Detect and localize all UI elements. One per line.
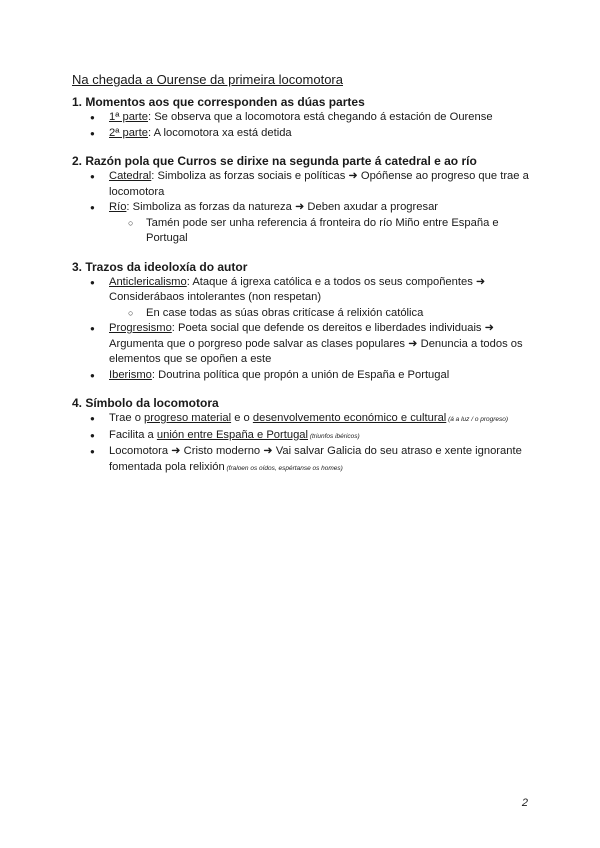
section-1 <box>72 95 542 141</box>
side-note: (á a luz / o progreso) <box>446 416 509 423</box>
term: 2ª parte <box>109 126 148 139</box>
list-item <box>72 110 542 126</box>
item-text: : Simboliza as forzas da natureza ➜ Deben axudar a progresar <box>126 201 439 213</box>
list-item <box>72 411 542 428</box>
term: Iberismo <box>109 368 152 381</box>
item-text: : Simboliza as forzas sociais e políticas ➜ Opóñense ao progreso que trae a locomotora <box>109 170 529 198</box>
item-text: Trae o <box>109 412 145 424</box>
section-2-heading: 2. Razón pola que Curros se dirixe na segunda parte á catedral e ao río <box>72 154 477 168</box>
list-item <box>72 200 542 247</box>
section-4-heading: 4. Símbolo da locomotora <box>72 396 219 410</box>
term: Progresismo <box>109 322 172 334</box>
term: Anticlericalismo <box>109 275 187 288</box>
section-1-list <box>72 110 542 141</box>
page-number: 2 <box>521 797 528 809</box>
item-text: Locomotora ➜ Cristo moderno ➜ Vai salvar Galicia do seu atraso e xente ignorante fomentada pola relixión <box>109 445 522 473</box>
list-item <box>72 428 542 445</box>
list-item <box>72 126 542 142</box>
item-text: : Poeta social que defende os dereitos e liberdades individuais ➜ Argumenta que o porgreso pode salvar as clases populares ➜ Denuncia a todos os elementos que se opoñen a este <box>109 322 523 365</box>
list-item <box>72 169 542 200</box>
section-2 <box>72 154 542 247</box>
section-4 <box>72 396 542 476</box>
list-item <box>72 321 542 368</box>
list-item <box>72 368 542 384</box>
section-4-list <box>72 411 542 476</box>
sub-list <box>109 216 542 247</box>
item-text: : Se observa que a locomotora está chegando á estación de Ourense <box>147 111 493 123</box>
term: desenvolvemento económico e cultural <box>252 412 447 424</box>
item-text: e o <box>231 412 253 424</box>
term: 1ª parte <box>109 111 148 123</box>
section-3-list <box>72 275 542 384</box>
term: Catedral <box>109 170 152 182</box>
section-3 <box>72 260 542 384</box>
document-page <box>72 72 542 489</box>
sub-list-item: ○ Tamén pode ser unha referencia á fronteira do río Miño entre España e Portugal <box>109 216 542 247</box>
document-title: Na chegada a Ourense da primeira locomotora <box>72 72 343 87</box>
side-note: (triunfos ibéricos) <box>308 432 360 440</box>
term: progreso material <box>144 412 232 424</box>
section-1-heading: 1. Momentos aos que corresponden as dúas partes <box>72 95 365 109</box>
section-2-list <box>72 169 542 247</box>
term: unión entre España e Portugal <box>156 428 309 441</box>
list-item <box>72 275 542 322</box>
item-text: Facilita a <box>109 428 157 441</box>
list-item <box>72 444 542 476</box>
item-text: : A locomotora xa está detida <box>147 126 292 139</box>
section-3-heading: 3. Trazos da ideoloxía do autor <box>72 259 248 274</box>
side-note: (fraloen os oídos, espértanse os homes) <box>224 464 343 472</box>
item-text: : Doutrina política que propón a unión de España e Portugal <box>151 368 450 381</box>
item-text: : Ataque á igrexa católica e a todos os seus compoñentes ➜ Considerábaos intolerantes (non respetan) <box>109 275 486 303</box>
term: Río <box>109 201 127 213</box>
sub-list-item: ○ En case todas as súas obras critícase á relixión católica <box>109 306 542 322</box>
sub-list <box>109 306 542 322</box>
